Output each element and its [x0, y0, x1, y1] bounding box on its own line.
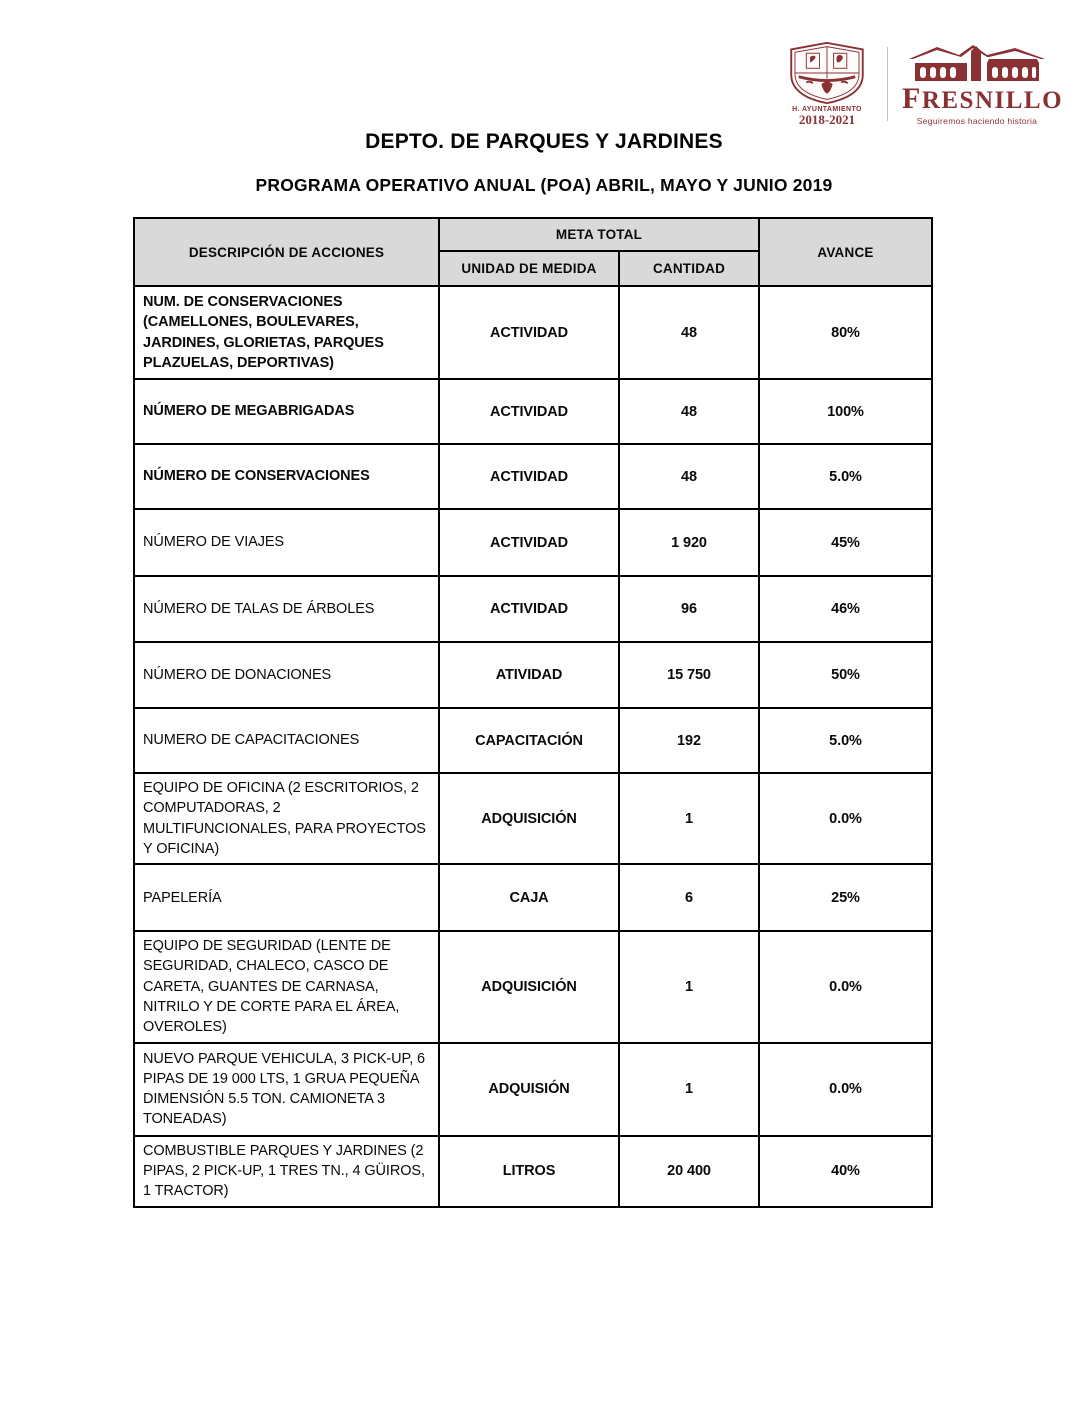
quantity-cell: 48 — [619, 444, 759, 509]
unit-of-measure-cell: ACTIVIDAD — [439, 379, 619, 444]
brand-wordmark: FRESNILLO — [902, 81, 1064, 115]
action-description-cell: NUM. DE CONSERVACIONES (CAMELLONES, BOULEVARES, JARDINES, GLORIETAS, PARQUES PLAZUELAS, DEPORTIVAS) — [134, 286, 439, 379]
crest-years: 2018-2021 — [798, 112, 856, 128]
progress-cell: 80% — [759, 286, 932, 379]
table-row — [134, 931, 932, 1042]
unit-of-measure-cell: CAPACITACIÓN — [439, 708, 619, 773]
table-row — [134, 1043, 932, 1136]
action-description-cell: NÚMERO DE CONSERVACIONES — [134, 444, 439, 509]
unit-of-measure-cell: ACTIVIDAD — [439, 576, 619, 642]
unit-of-measure-cell: CAJA — [439, 864, 619, 931]
progress-cell: 0.0% — [759, 1043, 932, 1136]
action-description-cell: NÚMERO DE MEGABRIGADAS — [134, 379, 439, 444]
quantity-cell: 1 — [619, 931, 759, 1042]
action-description-cell: NUMERO DE CAPACITACIONES — [134, 708, 439, 773]
table-header — [134, 218, 932, 286]
column-header-avance: AVANCE — [759, 218, 932, 286]
quantity-cell: 48 — [619, 379, 759, 444]
progress-cell: 25% — [759, 864, 932, 931]
municipal-crest — [781, 41, 873, 127]
quantity-cell: 6 — [619, 864, 759, 931]
logo-area — [781, 36, 1064, 132]
action-description-cell: NÚMERO DE TALAS DE ÁRBOLES — [134, 576, 439, 642]
unit-of-measure-cell: ADQUISICIÓN — [439, 931, 619, 1042]
quantity-cell: 1 920 — [619, 509, 759, 576]
logo-divider — [887, 47, 888, 121]
crest-caption: H. AYUNTAMIENTO — [792, 106, 862, 114]
unit-of-measure-cell: LITROS — [439, 1136, 619, 1207]
city-skyline-icon — [902, 43, 1052, 83]
unit-of-measure-cell: ADQUISICIÓN — [439, 773, 619, 864]
action-description-cell: NÚMERO DE VIAJES — [134, 509, 439, 576]
table-row — [134, 773, 932, 864]
table-row — [134, 1136, 932, 1207]
unit-of-measure-cell: ACTIVIDAD — [439, 444, 619, 509]
progress-cell: 0.0% — [759, 773, 932, 864]
action-description-cell: COMBUSTIBLE PARQUES Y JARDINES (2 PIPAS, 2 PICK-UP, 1 TRES TN., 4 GÜIROS, 1 TRACTOR) — [134, 1136, 439, 1207]
quantity-cell: 1 — [619, 1043, 759, 1136]
table-row — [134, 864, 932, 931]
action-description-cell: PAPELERÍA — [134, 864, 439, 931]
brand-tagline: Seguiremos haciendo historia — [916, 115, 1038, 126]
unit-of-measure-cell: ADQUISIÓN — [439, 1043, 619, 1136]
table-body — [134, 286, 932, 1207]
page-subtitle: PROGRAMA OPERATIVO ANUAL (POA) ABRIL, MAYO Y JUNIO 2019 — [255, 175, 833, 195]
progress-cell: 50% — [759, 642, 932, 708]
progress-cell: 5.0% — [759, 708, 932, 773]
table-row — [134, 444, 932, 509]
progress-cell: 40% — [759, 1136, 932, 1207]
quantity-cell: 1 — [619, 773, 759, 864]
table-row — [134, 708, 932, 773]
progress-cell: 0.0% — [759, 931, 932, 1042]
table-row — [134, 576, 932, 642]
table-row — [134, 379, 932, 444]
progress-cell: 100% — [759, 379, 932, 444]
column-header-descripcion: DESCRIPCIÓN DE ACCIONES — [134, 218, 439, 286]
table-row — [134, 286, 932, 379]
column-header-unidad: UNIDAD DE MEDIDA — [439, 251, 619, 286]
quantity-cell: 20 400 — [619, 1136, 759, 1207]
progress-cell: 45% — [759, 509, 932, 576]
fresnillo-logo — [902, 43, 1064, 126]
table-row — [134, 642, 932, 708]
page-title: DEPTO. DE PARQUES Y JARDINES — [365, 130, 723, 153]
unit-of-measure-cell: ACTIVIDAD — [439, 509, 619, 576]
coat-of-arms-icon — [781, 41, 873, 105]
progress-cell: 5.0% — [759, 444, 932, 509]
quantity-cell: 48 — [619, 286, 759, 379]
action-description-cell: NÚMERO DE DONACIONES — [134, 642, 439, 708]
column-header-cantidad: CANTIDAD — [619, 251, 759, 286]
quantity-cell: 15 750 — [619, 642, 759, 708]
action-description-cell: EQUIPO DE OFICINA (2 ESCRITORIOS, 2 COMPUTADORAS, 2 MULTIFUNCIONALES, PARA PROYECTOS Y OFICINA) — [134, 773, 439, 864]
action-description-cell: NUEVO PARQUE VEHICULA, 3 PICK-UP, 6 PIPAS DE 19 000 LTS, 1 GRUA PEQUEÑA DIMENSIÓN 5.5 TON. CAMIONETA 3 TONEADAS) — [134, 1043, 439, 1136]
progress-cell: 46% — [759, 576, 932, 642]
poa-table — [133, 217, 933, 1208]
column-header-meta-total: META TOTAL — [439, 218, 759, 251]
quantity-cell: 96 — [619, 576, 759, 642]
action-description-cell: EQUIPO DE SEGURIDAD (LENTE DE SEGURIDAD, CHALECO, CASCO DE CARETA, GUANTES DE CARNASA, NITRILO Y DE CORTE PARA EL ÁREA, OVEROLES) — [134, 931, 439, 1042]
quantity-cell: 192 — [619, 708, 759, 773]
unit-of-measure-cell: ACTIVIDAD — [439, 286, 619, 379]
unit-of-measure-cell: ATIVIDAD — [439, 642, 619, 708]
table-row — [134, 509, 932, 576]
